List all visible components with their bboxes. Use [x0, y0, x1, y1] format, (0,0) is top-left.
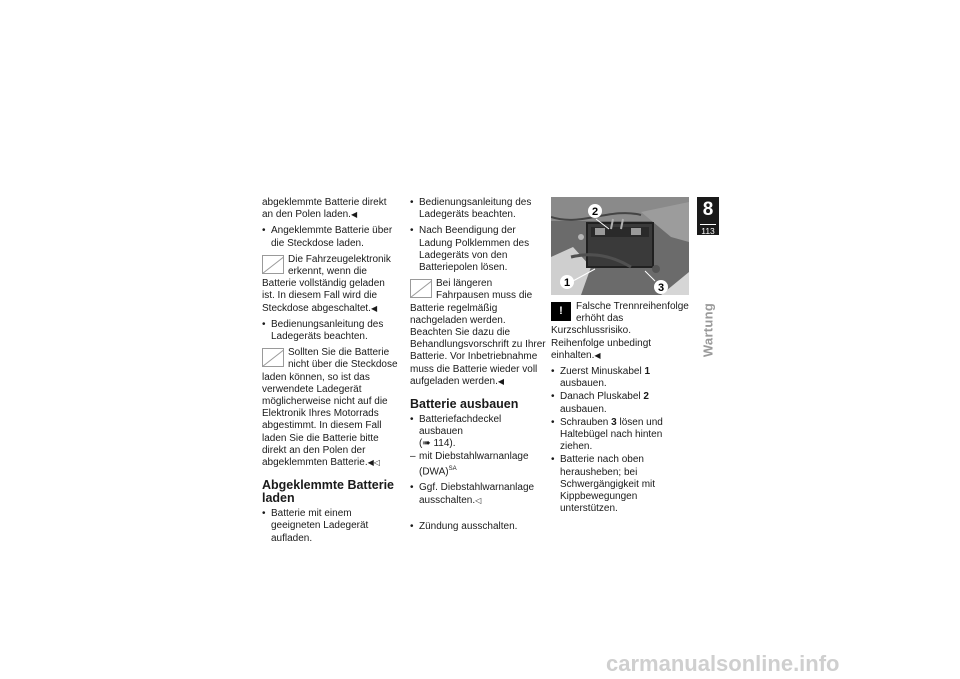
end-marker-icon: ◀	[497, 376, 505, 386]
text-column-1	[262, 197, 398, 549]
photo-callout: 3	[657, 282, 665, 294]
option-superscript: SA	[448, 465, 457, 472]
note-icon	[410, 279, 432, 298]
warning-block: ! Falsche Trennreihenfolge erhöht das Kurzschlussrisiko. Reihenfolge unbedingt einhalten.◀	[551, 301, 689, 361]
photo-callout: 1	[563, 277, 571, 289]
list-item: • Nach Beendigung der Ladung Polklemmen des Ladegeräts von den Batteriepolen lösen.	[410, 225, 547, 274]
list-item: • Angeklemmte Batterie über die Steckdose laden.	[262, 225, 398, 249]
paragraph: abgeklemmte Batterie direkt an den Polen laden.◀	[262, 197, 387, 221]
page-number: 113	[701, 226, 715, 236]
list-item: • Bedienungsanleitung des Ladegeräts beachten.	[262, 319, 398, 343]
end-marker-outline-icon: ◁	[475, 495, 482, 505]
end-marker-outline-icon: ◁	[373, 458, 380, 468]
battery-photo	[551, 197, 689, 295]
section-label: Wartung	[700, 302, 716, 358]
note-block: Bei längeren Fahrpausen muss die Batterie regelmäßig nachgeladen werden. Beachten Sie dazu die Behandlungsvorschrift zu Ihrer Batterie. Vor Inbetriebnahme muss die Batterie wieder voll aufgeladen werden.◀	[410, 278, 546, 387]
list-item: • Batterie mit einem geeigneten Ladegerät aufladen.	[262, 508, 398, 545]
list-item: • Batteriefachdeckel ausbauen (➠ 114).	[410, 414, 547, 451]
section-heading: Batterie ausbauen	[410, 397, 519, 412]
text-column-3	[551, 197, 689, 519]
chapter-number: 8	[702, 199, 714, 220]
list-item: • Bedienungsanleitung des Ladegeräts beachten.	[410, 197, 547, 221]
list-item: • Danach Pluskabel 2 ausbauen.	[551, 391, 689, 415]
note-icon	[262, 255, 284, 274]
list-item: • Zündung ausschalten.	[410, 521, 547, 533]
list-item: • Zuerst Minuskabel 1 ausbauen.	[551, 366, 689, 390]
chapter-tab-divider	[700, 224, 716, 225]
text-column-2	[410, 197, 547, 537]
list-item: • Batterie nach oben herausheben; bei Schwergängigkeit mit Kippbewegungen unterstützen.	[551, 454, 689, 515]
photo-callout: 2	[591, 206, 599, 218]
section-heading: Abgeklemmte Batterie laden	[262, 478, 394, 506]
watermark: carmanualsonline.info	[606, 651, 840, 676]
warning-icon: !	[551, 302, 571, 321]
end-marker-icon: ◀	[594, 350, 601, 360]
list-item: • Schrauben 3 lösen und Haltebügel nach hinten ziehen.	[551, 417, 689, 454]
end-marker-icon: ◀	[370, 303, 378, 313]
note-icon	[262, 348, 284, 367]
note-block: Sollten Sie die Batterie nicht über die Steckdose laden können, so ist das verwendete Ladegerät möglicherweise nicht auf die Elektronik Ihres Motorrads abgestimmt. In diesem Fall laden Sie die Batterie bitte direkt an den Polen der abgeklemmten Batterie.◀◁	[262, 347, 398, 469]
page-reference-link[interactable]: (➠ 114).	[419, 438, 456, 450]
list-item: • Ggf. Diebstahlwarnanlage ausschalten.◁	[410, 482, 547, 506]
end-marker-icon: ◀	[350, 210, 358, 220]
list-condition: – mit Diebstahlwarnanlage (DWA)$^{SA}$	[410, 451, 547, 479]
end-marker-icon: ◀	[367, 458, 374, 468]
note-block: Die Fahrzeugelektronik erkennt, wenn die Batterie vollständig geladen ist. In diesem Fall wird die Steckdose abgeschaltet.◀	[262, 253, 391, 314]
